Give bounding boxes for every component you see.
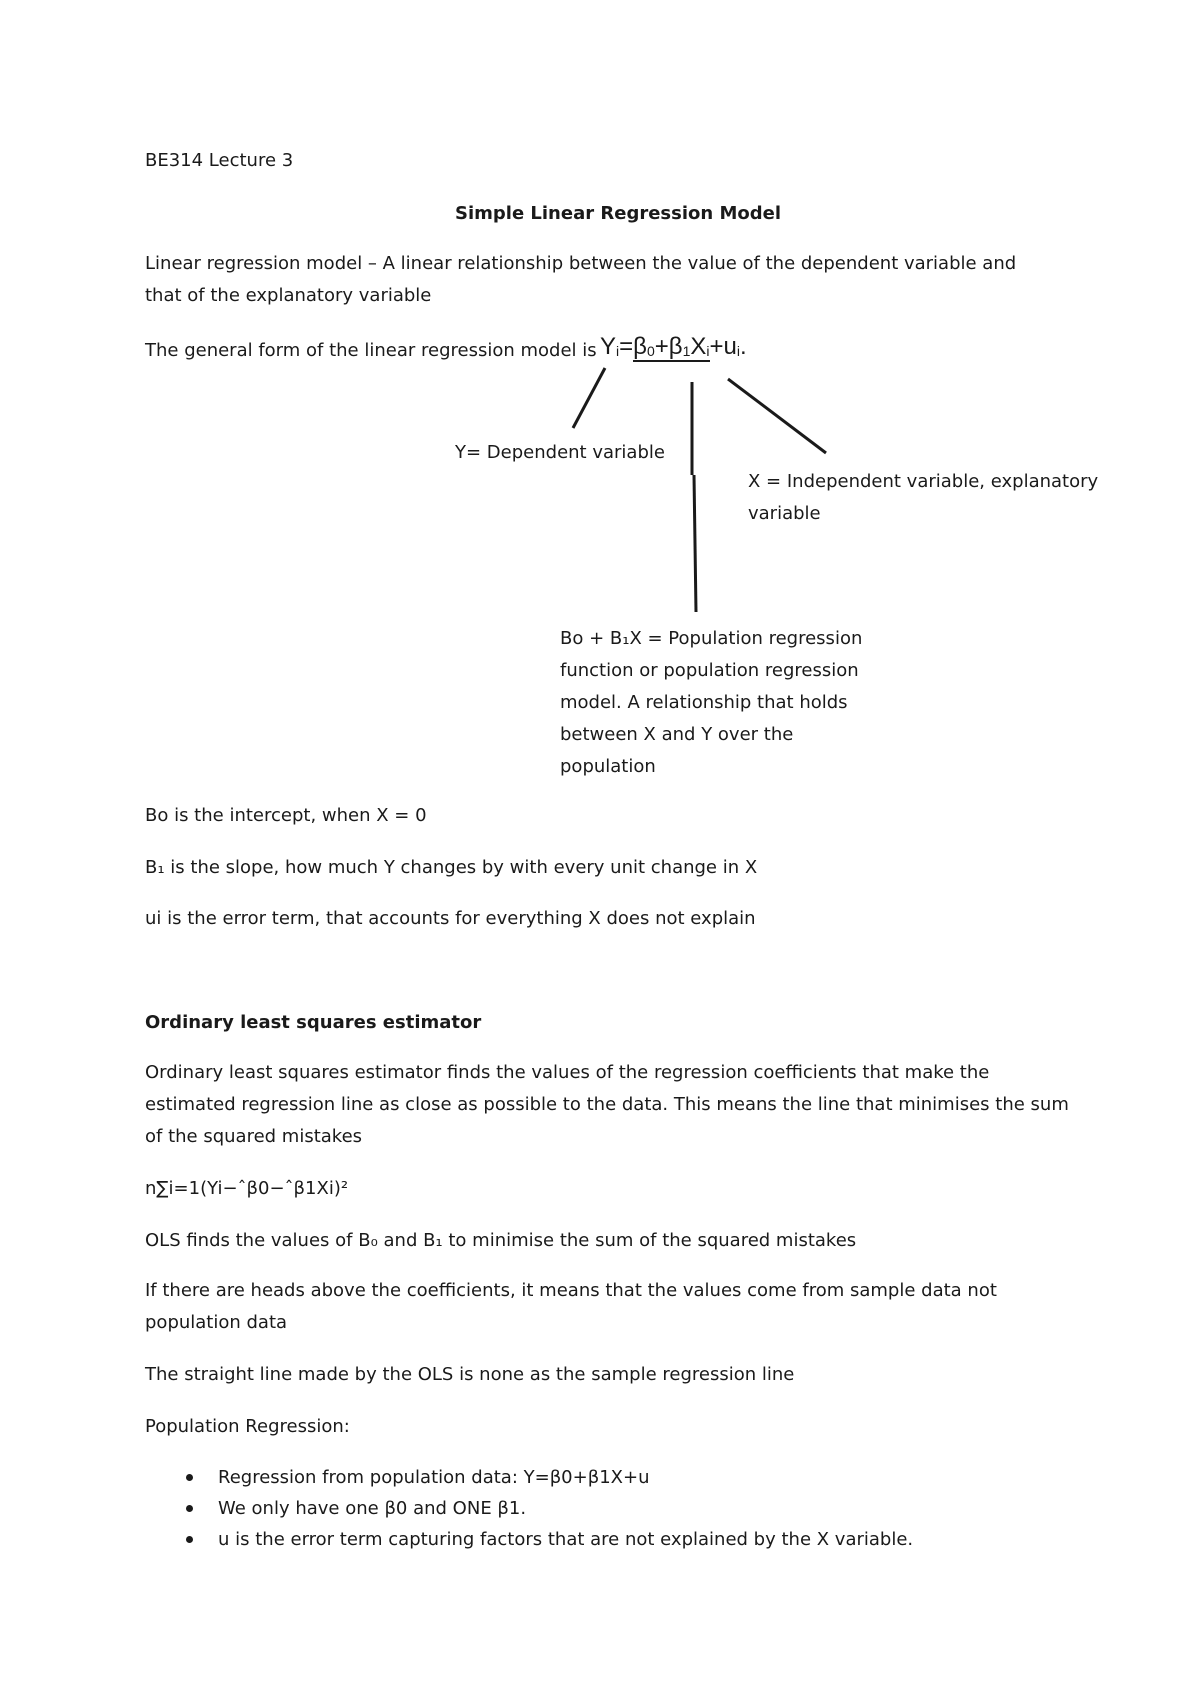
formula-sub-i2: i — [706, 343, 710, 359]
heads-line1: If there are heads above the coefficients, it means that the values come from sample data not — [145, 1280, 997, 1301]
formula-sub-1: 1 — [682, 343, 691, 359]
formula-sub-i3: i — [736, 343, 741, 359]
bullet-item: Regression from population data: Y=β0+β1X+u — [218, 1467, 650, 1488]
page-title: Simple Linear Regression Model — [455, 203, 781, 224]
ols-definition-line3: of the squared mistakes — [145, 1126, 363, 1147]
formula-plus: + — [654, 333, 669, 360]
intercept-text: Bo is the intercept, when X = 0 — [145, 805, 427, 826]
bullet-dot — [186, 1536, 193, 1543]
ols-definition-line1: Ordinary least squares estimator finds the values of the regression coefficients that make the — [145, 1062, 990, 1083]
ols-formula: n∑i=1(Yi−ˆβ0−ˆβ1Xi)² — [145, 1178, 349, 1199]
prf-line3: model. A relationship that holds — [560, 692, 848, 713]
bullet-item: u is the error term capturing factors that are not explained by the X variable. — [218, 1529, 914, 1550]
formula-period: . — [740, 333, 747, 360]
ols-finds-text: OLS finds the values of B₀ and B₁ to minimise the sum of the squared mistakes — [145, 1230, 857, 1251]
slope-text: B₁ is the slope, how much Y changes by with every unit change in X — [145, 857, 758, 878]
pointer-line-prf-lower — [694, 475, 696, 612]
prf-line4: between X and Y over the — [560, 724, 794, 745]
ols-heading: Ordinary least squares estimator — [145, 1012, 482, 1033]
population-regression-heading: Population Regression: — [145, 1416, 350, 1437]
heads-paragraph — [145, 1275, 997, 1339]
prf-line1: Bo + B₁X = Population regression — [560, 628, 863, 649]
error-term-text: ui is the error term, that accounts for everything X does not explain — [145, 908, 756, 929]
label-independent-variable — [748, 466, 1098, 530]
bullet-item: We only have one β0 and ONE β1. — [218, 1498, 527, 1519]
bullet-dot — [186, 1505, 193, 1512]
formula-sub-i: i — [616, 343, 620, 359]
bullet-dot — [186, 1474, 193, 1481]
label-population-regression — [560, 623, 862, 783]
general-form-text: The general form of the linear regression model is — [145, 340, 597, 361]
formula-x: X — [690, 333, 707, 360]
ols-definition-line2: estimated regression line as close as possible to the data. This means the line that minimises the sum — [145, 1094, 1069, 1115]
formula-beta0: β — [633, 333, 647, 360]
pointer-line-x — [728, 379, 826, 453]
formula-eq: = — [619, 333, 634, 360]
straight-line-text: The straight line made by the OLS is none as the sample regression line — [145, 1364, 795, 1385]
formula-y: Y — [600, 333, 617, 360]
formula-beta1: β — [668, 333, 683, 360]
lrm-definition-line2: that of the explanatory variable — [145, 285, 432, 306]
lrm-definition-line1: Linear regression model – A linear relationship between the value of the dependent variable and — [145, 253, 1017, 274]
formula-plus2: + — [709, 333, 724, 360]
label-dependent-variable: Y= Dependent variable — [455, 442, 665, 463]
course-title: BE314 Lecture 3 — [145, 150, 294, 171]
pointer-line-y — [573, 368, 605, 428]
formula-sub-0: 0 — [646, 343, 655, 359]
label-independent-line2: variable — [748, 503, 821, 524]
label-independent-line1: X = Independent variable, explanatory — [748, 471, 1099, 492]
prf-line5: population — [560, 756, 656, 777]
prf-line2: function or population regression — [560, 660, 859, 681]
ols-definition — [145, 1057, 1069, 1153]
heads-line2: population data — [145, 1312, 288, 1333]
formula-u: u — [723, 333, 737, 360]
